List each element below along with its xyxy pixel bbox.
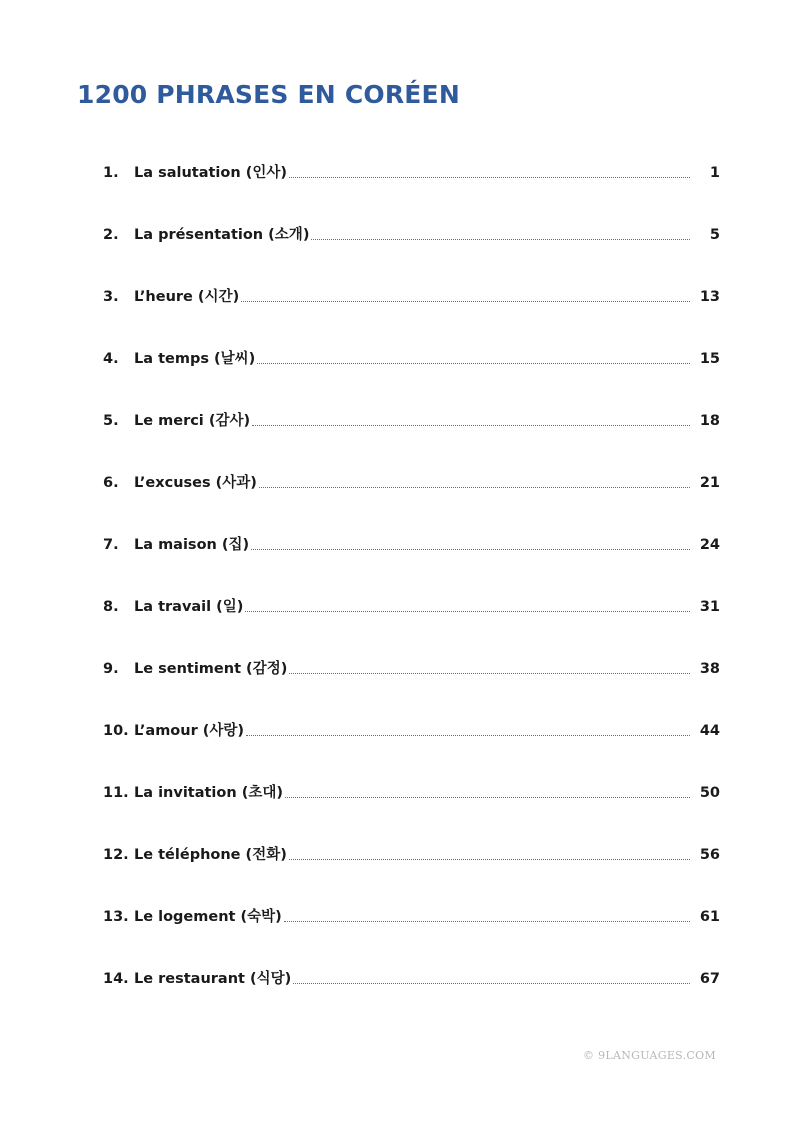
dot-leader: [311, 222, 690, 240]
toc-page-number: 24: [699, 537, 720, 553]
toc-entry[interactable]: [103, 904, 720, 966]
toc-entry[interactable]: [103, 780, 720, 842]
toc-number: 3.: [103, 289, 119, 305]
toc-entry[interactable]: [103, 594, 720, 656]
toc-page-number: 44: [699, 723, 720, 739]
toc-label: La temps (날씨): [134, 351, 256, 367]
toc-entry[interactable]: [103, 842, 720, 904]
dot-leader: [259, 470, 690, 488]
toc-page-number: 31: [699, 599, 720, 615]
toc-label: Le sentiment (감정): [134, 661, 288, 677]
toc-label: La présentation (소개): [134, 227, 310, 243]
toc-label: La travail (일): [134, 599, 244, 615]
table-of-contents: [103, 160, 720, 1028]
toc-entry[interactable]: [103, 222, 720, 284]
toc-number: 9.: [103, 661, 119, 677]
toc-page-number: 18: [699, 413, 720, 429]
dot-leader: [289, 656, 690, 674]
toc-number: 12.: [103, 847, 129, 863]
toc-number: 7.: [103, 537, 119, 553]
toc-number: 4.: [103, 351, 119, 367]
dot-leader: [252, 408, 690, 426]
toc-number: 11.: [103, 785, 129, 801]
toc-page-number: 50: [699, 785, 720, 801]
toc-entry[interactable]: [103, 656, 720, 718]
toc-entry[interactable]: [103, 470, 720, 532]
toc-entry[interactable]: [103, 718, 720, 780]
toc-number: 6.: [103, 475, 119, 491]
toc-entry[interactable]: [103, 160, 720, 222]
toc-page-number: 5: [709, 227, 720, 243]
toc-label: La maison (집): [134, 537, 250, 553]
dot-leader: [289, 160, 690, 178]
toc-label: L’excuses (사과): [134, 475, 257, 491]
toc-page-number: 61: [699, 909, 720, 925]
toc-number: 5.: [103, 413, 119, 429]
toc-number: 2.: [103, 227, 119, 243]
toc-label: Le merci (감사): [134, 413, 251, 429]
toc-label: La salutation (인사): [134, 165, 287, 181]
toc-label: La invitation (초대): [134, 785, 284, 801]
toc-entry[interactable]: [103, 346, 720, 408]
toc-page-number: 15: [699, 351, 720, 367]
toc-number: 8.: [103, 599, 119, 615]
dot-leader: [245, 594, 690, 612]
toc-label: Le logement (숙박): [134, 909, 282, 925]
dot-leader: [285, 780, 690, 798]
toc-entry[interactable]: [103, 532, 720, 594]
toc-number: 10.: [103, 723, 129, 739]
dot-leader: [257, 346, 690, 364]
toc-page-number: 38: [699, 661, 720, 677]
dot-leader: [241, 284, 690, 302]
toc-label: L’heure (시간): [134, 289, 240, 305]
toc-entry[interactable]: [103, 408, 720, 470]
toc-label: Le restaurant (식당): [134, 971, 292, 987]
dot-leader: [284, 904, 690, 922]
toc-page-number: 21: [699, 475, 720, 491]
dot-leader: [246, 718, 690, 736]
document-title: 1200 PHRASES EN CORÉEN: [77, 80, 460, 109]
toc-number: 13.: [103, 909, 129, 925]
dot-leader: [251, 532, 690, 550]
toc-label: L’amour (사랑): [134, 723, 245, 739]
copyright-footer: © 9LANGUAGES.COM: [583, 1049, 716, 1062]
toc-label: Le téléphone (전화): [134, 847, 287, 863]
toc-entry[interactable]: [103, 966, 720, 1028]
toc-number: 14.: [103, 971, 129, 987]
toc-number: 1.: [103, 165, 119, 181]
dot-leader: [293, 966, 690, 984]
toc-entry[interactable]: [103, 284, 720, 346]
toc-page-number: 67: [699, 971, 720, 987]
dot-leader: [289, 842, 690, 860]
toc-page-number: 13: [699, 289, 720, 305]
toc-page-number: 1: [709, 165, 720, 181]
toc-page-number: 56: [699, 847, 720, 863]
